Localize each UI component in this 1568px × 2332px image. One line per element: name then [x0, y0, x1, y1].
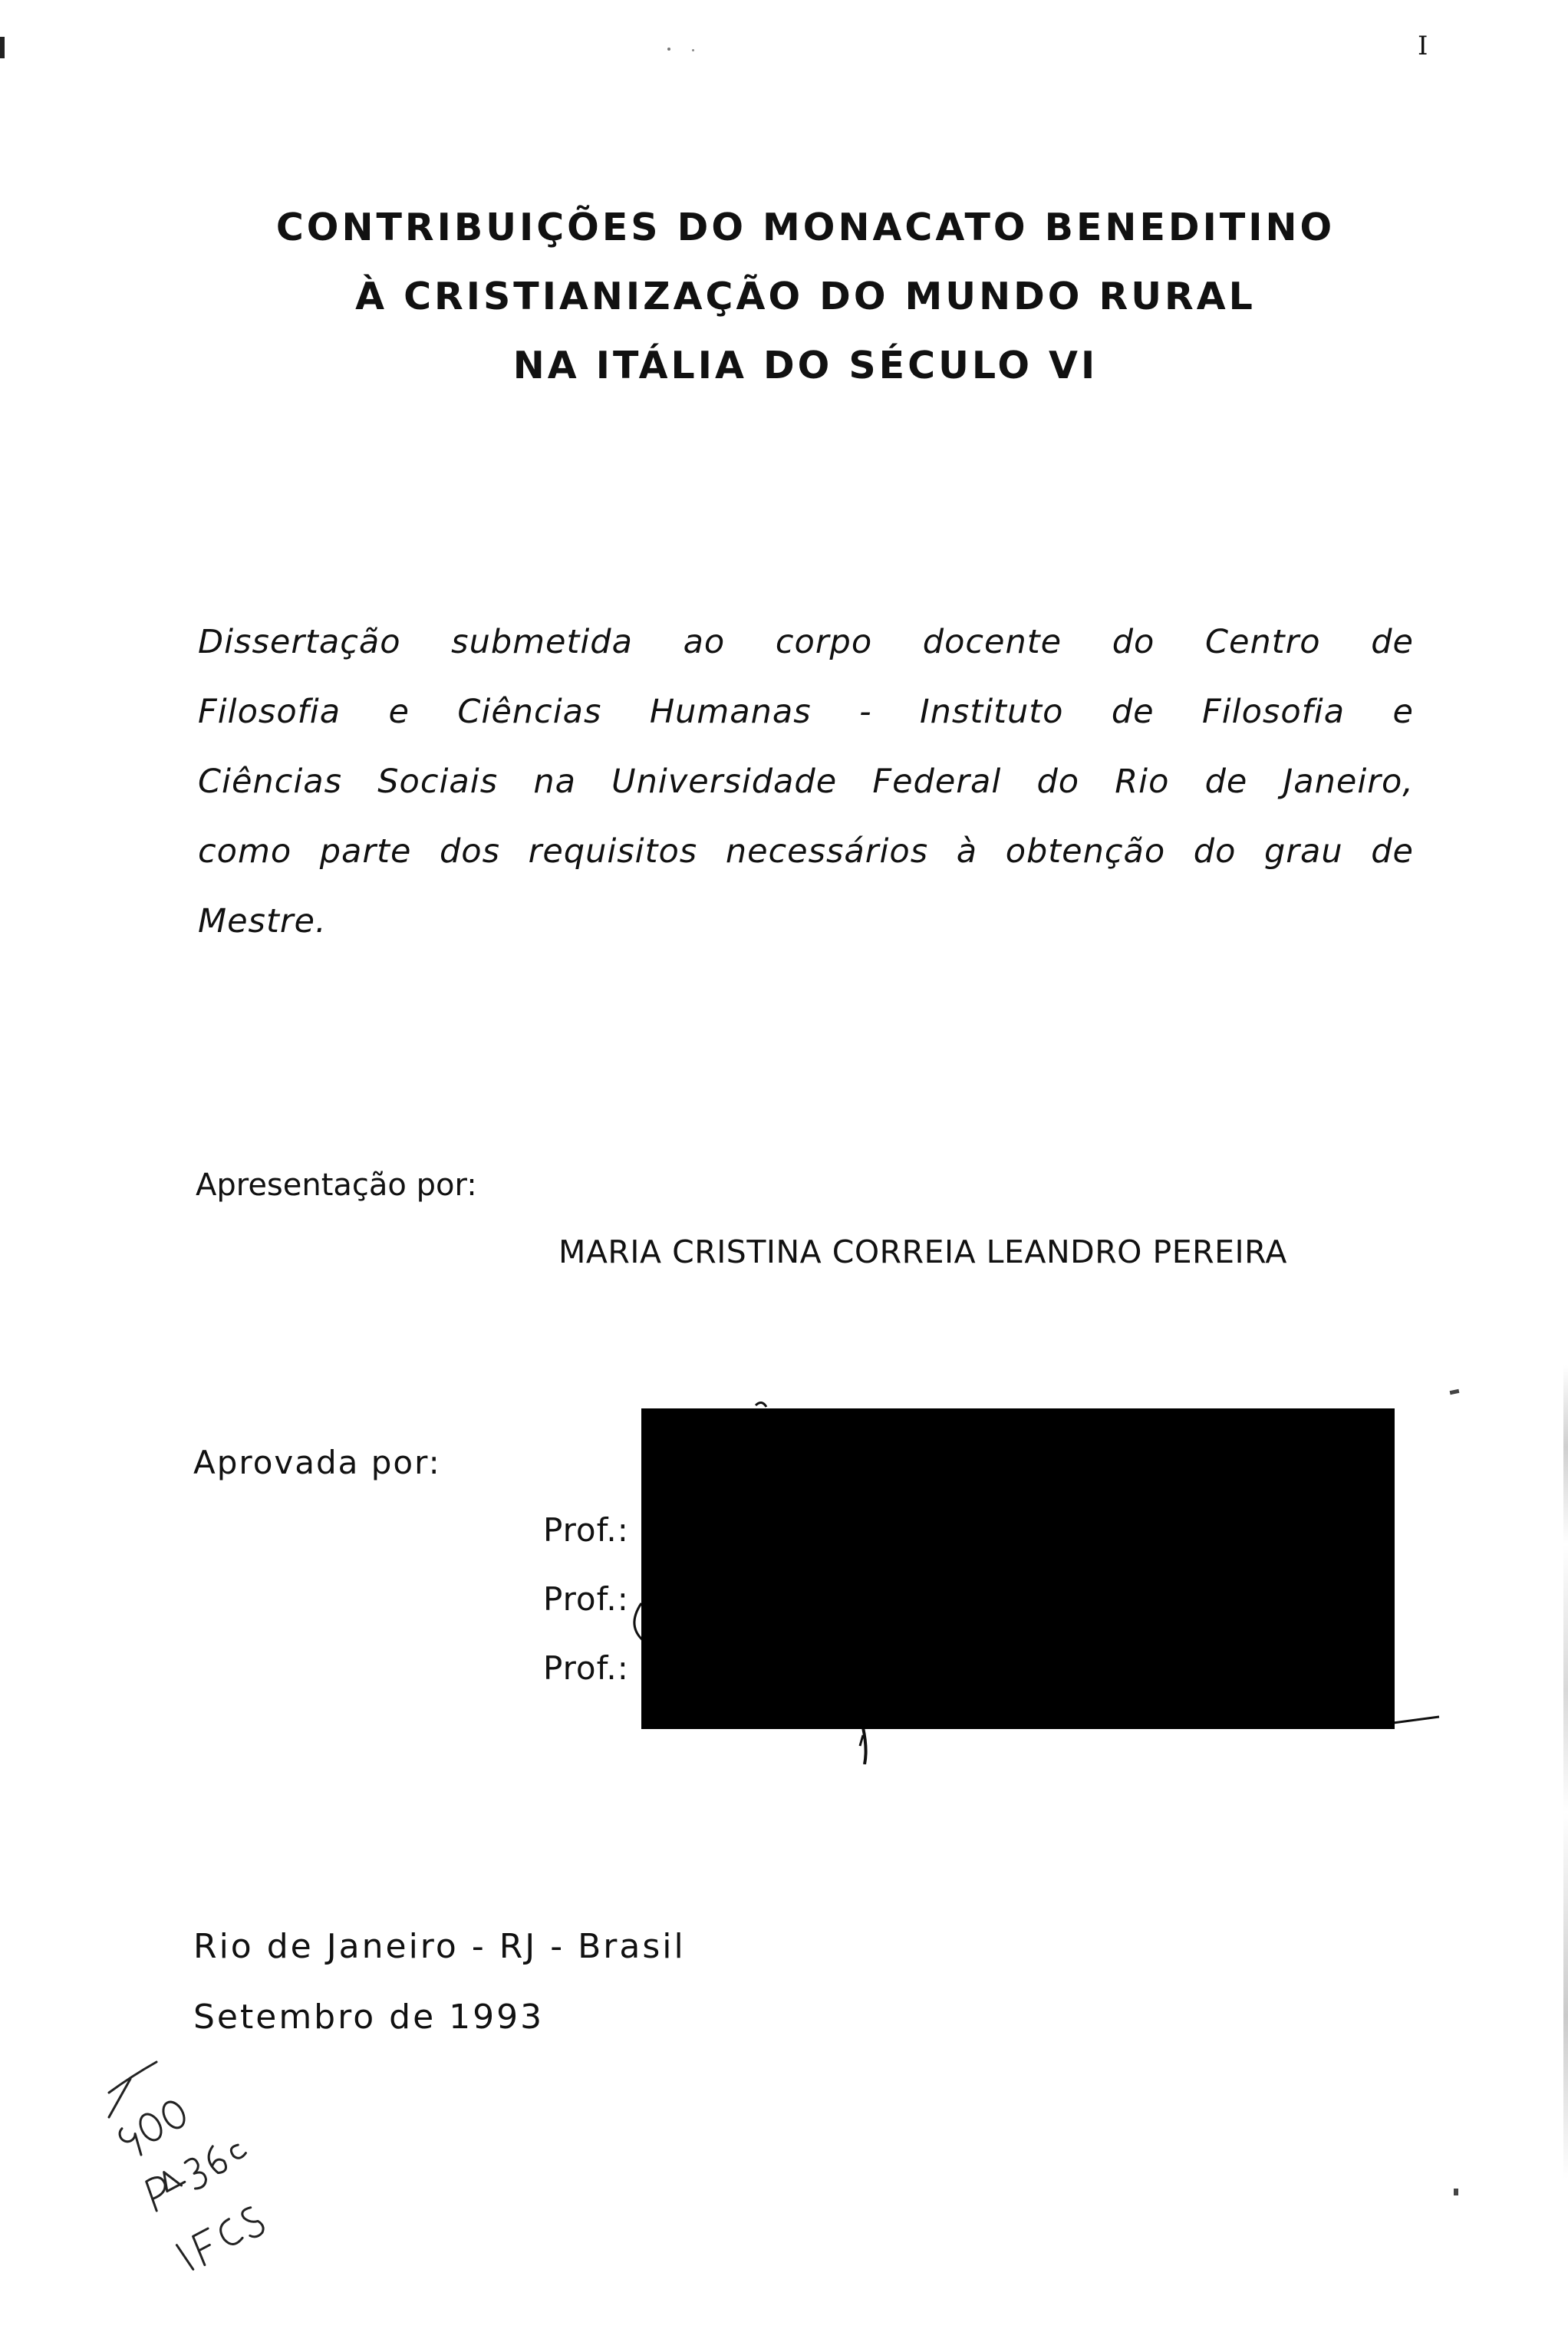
- title-line: CONTRIBUIÇÕES DO MONACATO BENEDITINO: [275, 206, 1336, 249]
- thesis-title: [123, 193, 1488, 400]
- scan-speck: [1454, 2189, 1458, 2195]
- statement-word: -: [859, 693, 872, 731]
- statement-word: de: [1111, 693, 1155, 731]
- statement-word: Janeiro,: [1283, 763, 1414, 801]
- dissertation-statement: [198, 608, 1414, 957]
- date: Setembro de 1993: [193, 1998, 545, 2037]
- statement-word: Sociais: [377, 763, 499, 801]
- scan-speck: [1450, 1389, 1460, 1395]
- statement-word: do: [1036, 763, 1080, 801]
- statement-word: submetida: [451, 623, 633, 661]
- professor-label: Prof.:: [543, 1580, 629, 1618]
- statement-word: Universidade: [611, 763, 838, 801]
- place: Rio de Janeiro - RJ - Brasil: [193, 1927, 686, 1966]
- statement-word: Ciências: [457, 693, 602, 731]
- statement-word: ao: [683, 623, 726, 661]
- page-number: I: [1418, 31, 1428, 61]
- statement-line: [198, 817, 1414, 887]
- statement-word: obtenção: [1005, 832, 1166, 871]
- statement-word: parte: [319, 832, 412, 871]
- approved-by-label: Aprovada por:: [193, 1444, 441, 1481]
- statement-word: Humanas: [649, 693, 812, 731]
- author-name: MARIA CRISTINA CORREIA LEANDRO PEREIRA: [558, 1234, 1287, 1270]
- statement-word: e: [388, 693, 410, 731]
- statement-line: [198, 677, 1414, 747]
- statement-word: de: [1371, 623, 1414, 661]
- scan-edge-mark: [0, 37, 5, 58]
- statement-word: e: [1392, 693, 1414, 731]
- statement-word: do: [1112, 623, 1155, 661]
- statement-word: corpo: [775, 623, 873, 661]
- statement-word: à: [956, 832, 978, 871]
- statement-word: Mestre.: [198, 902, 327, 940]
- scan-right-edge-shadow: [1563, 1365, 1568, 2179]
- statement-word: Centro: [1205, 623, 1321, 661]
- scan-speck: [667, 48, 670, 51]
- redaction-box: [641, 1408, 1395, 1729]
- statement-word: de: [1204, 763, 1248, 801]
- statement-word: Filosofia: [198, 693, 341, 731]
- statement-word: dos: [440, 832, 501, 871]
- statement-word: do: [1193, 832, 1237, 871]
- statement-word: Ciências: [198, 763, 343, 801]
- statement-word: na: [533, 763, 576, 801]
- statement-line: [198, 747, 1414, 817]
- statement-word: como: [198, 832, 292, 871]
- statement-word: requisitos: [528, 832, 698, 871]
- presented-by-label: Apresentação por:: [196, 1168, 477, 1203]
- title-line: À CRISTIANIZAÇÃO DO MUNDO RURAL: [355, 275, 1256, 318]
- statement-word: de: [1371, 832, 1414, 871]
- statement-word: Rio: [1115, 763, 1170, 801]
- statement-word: Dissertação: [198, 623, 401, 661]
- statement-word: necessários: [725, 832, 929, 871]
- handwritten-catalog-note: [92, 2056, 338, 2286]
- professor-label: Prof.:: [543, 1511, 629, 1549]
- scan-speck: [692, 49, 694, 51]
- statement-line: [198, 608, 1414, 677]
- statement-word: docente: [922, 623, 1062, 661]
- statement-word: grau: [1264, 832, 1343, 871]
- statement-word: Federal: [872, 763, 1002, 801]
- statement-word: Instituto: [920, 693, 1064, 731]
- title-line: NA ITÁLIA DO SÉCULO VI: [512, 344, 1099, 387]
- statement-line: [198, 887, 1414, 957]
- statement-word: Filosofia: [1202, 693, 1346, 731]
- professor-label: Prof.:: [543, 1649, 629, 1687]
